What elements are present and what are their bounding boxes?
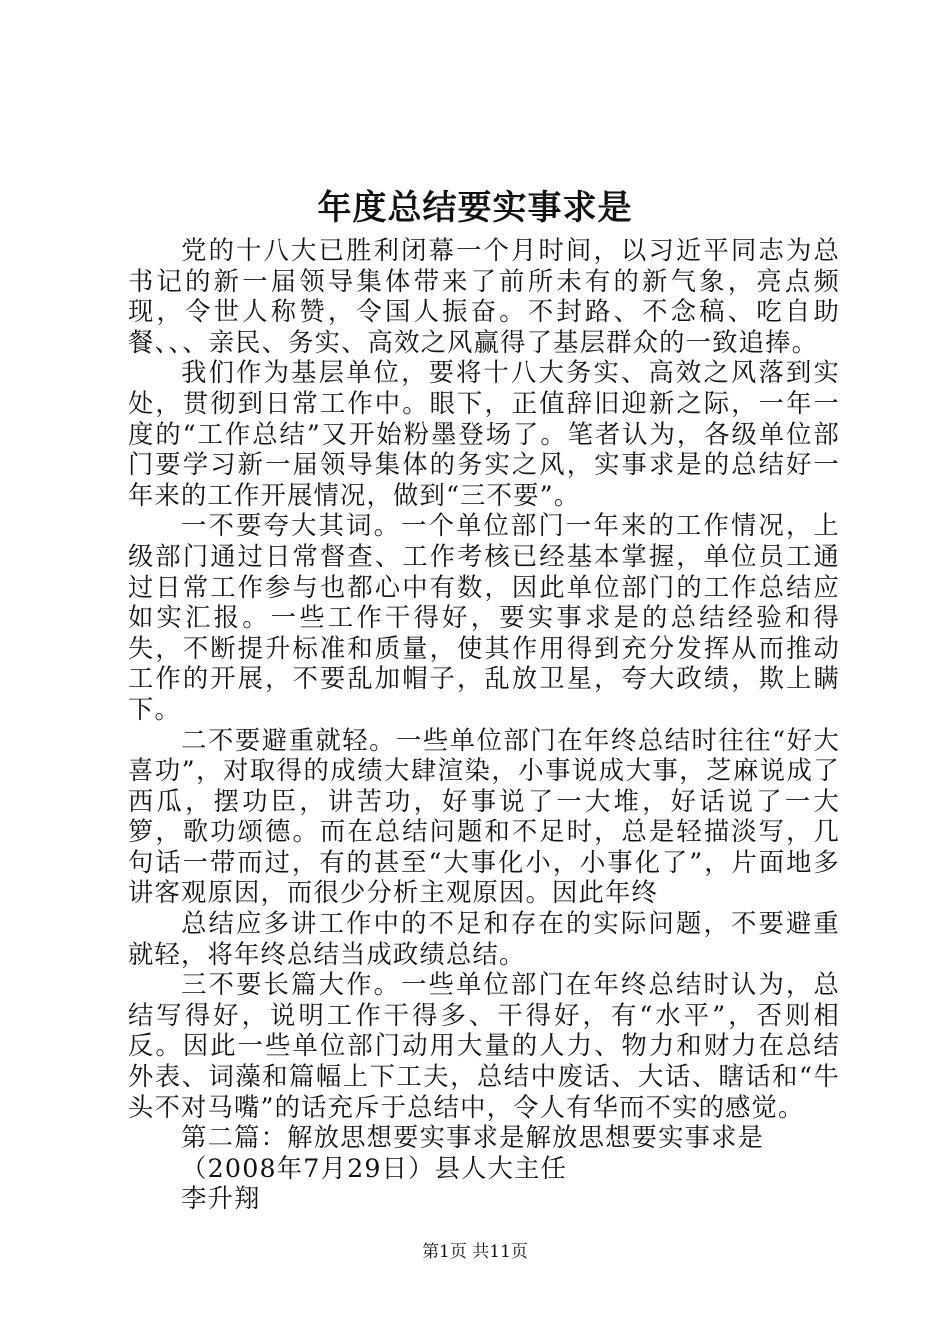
body-paragraph: 一不要夸大其词。一个单位部门一年来的工作情况，上级部门通过日常督查、工作考核已经基本掌握，单位员工通过日常工作参与也都心中有数，因此单位部门的工作总结应如实汇报。一些工作干得好，要实事求是的总结经验和得失，不断提升标准和质量，使其作用得到充分发挥从而推动工作的开展，不要乱加帽子，乱放卫星，夸大政绩，欺上瞒下。 — [128, 511, 840, 724]
page-number: 第1页 共11页 — [422, 1242, 528, 1262]
body-paragraph: 我们作为基层单位，要将十八大务实、高效之风落到实处，贯彻到日常工作中。眼下，正值辞旧迎新之际，一年一度的“工作总结”又开始粉墨登场了。笔者认为，各级单位部门要学习新一届领导集体的务实之风，实事求是的总结好一年来的工作开展情况，做到“三不要”。 — [128, 358, 840, 510]
second-article-author: 李升翔 — [181, 1184, 261, 1214]
body-paragraph: 党的十八大已胜利闭幕一个月时间，以习近平同志为总书记的新一届领导集体带来了前所未有的新气象，亮点频现，令世人称赞，令国人振奋。不封路、不念稿、吃自助餐、、、亲民、务实、高效之风赢得了基层群众的一致追捧。 — [128, 236, 840, 357]
body-paragraph: 总结应多讲工作中的不足和存在的实际问题，不要避重就轻，将年终总结当成政绩总结。 — [128, 909, 840, 969]
second-article-heading: 第二篇：解放思想要实事求是解放思想要实事求是 — [181, 1123, 765, 1153]
second-article-date-line: （2008年7月29日）县人大主任 — [181, 1153, 568, 1183]
body-paragraph: 三不要长篇大作。一些单位部门在年终总结时认为，总结写得好，说明工作干得多、干得好，有“水平”，否则相反。因此一些单位部门动用大量的人力、物力和财力在总结外表、词藻和篇幅上下工夫，总结中废话、大话、瞎话和“牛头不对马嘴”的话充斥于总结中，令人有华而不实的感觉。 — [128, 970, 840, 1122]
body-paragraph: 二不要避重就轻。一些单位部门在年终总结时往往“好大喜功”，对取得的成绩大肆渲染，小事说成大事，芝麻说成了西瓜，摆功臣，讲苦功，好事说了一大堆，好话说了一大箩，歌功颂德。而在总结问题和不足时，总是轻描淡写，几句话一带而过，有的甚至“大事化小，小事化了”，片面地多讲客观原因，而很少分析主观原因。因此年终 — [128, 725, 840, 908]
document-body — [128, 236, 840, 1215]
document-title: 年度总结要实事求是 — [317, 188, 633, 228]
